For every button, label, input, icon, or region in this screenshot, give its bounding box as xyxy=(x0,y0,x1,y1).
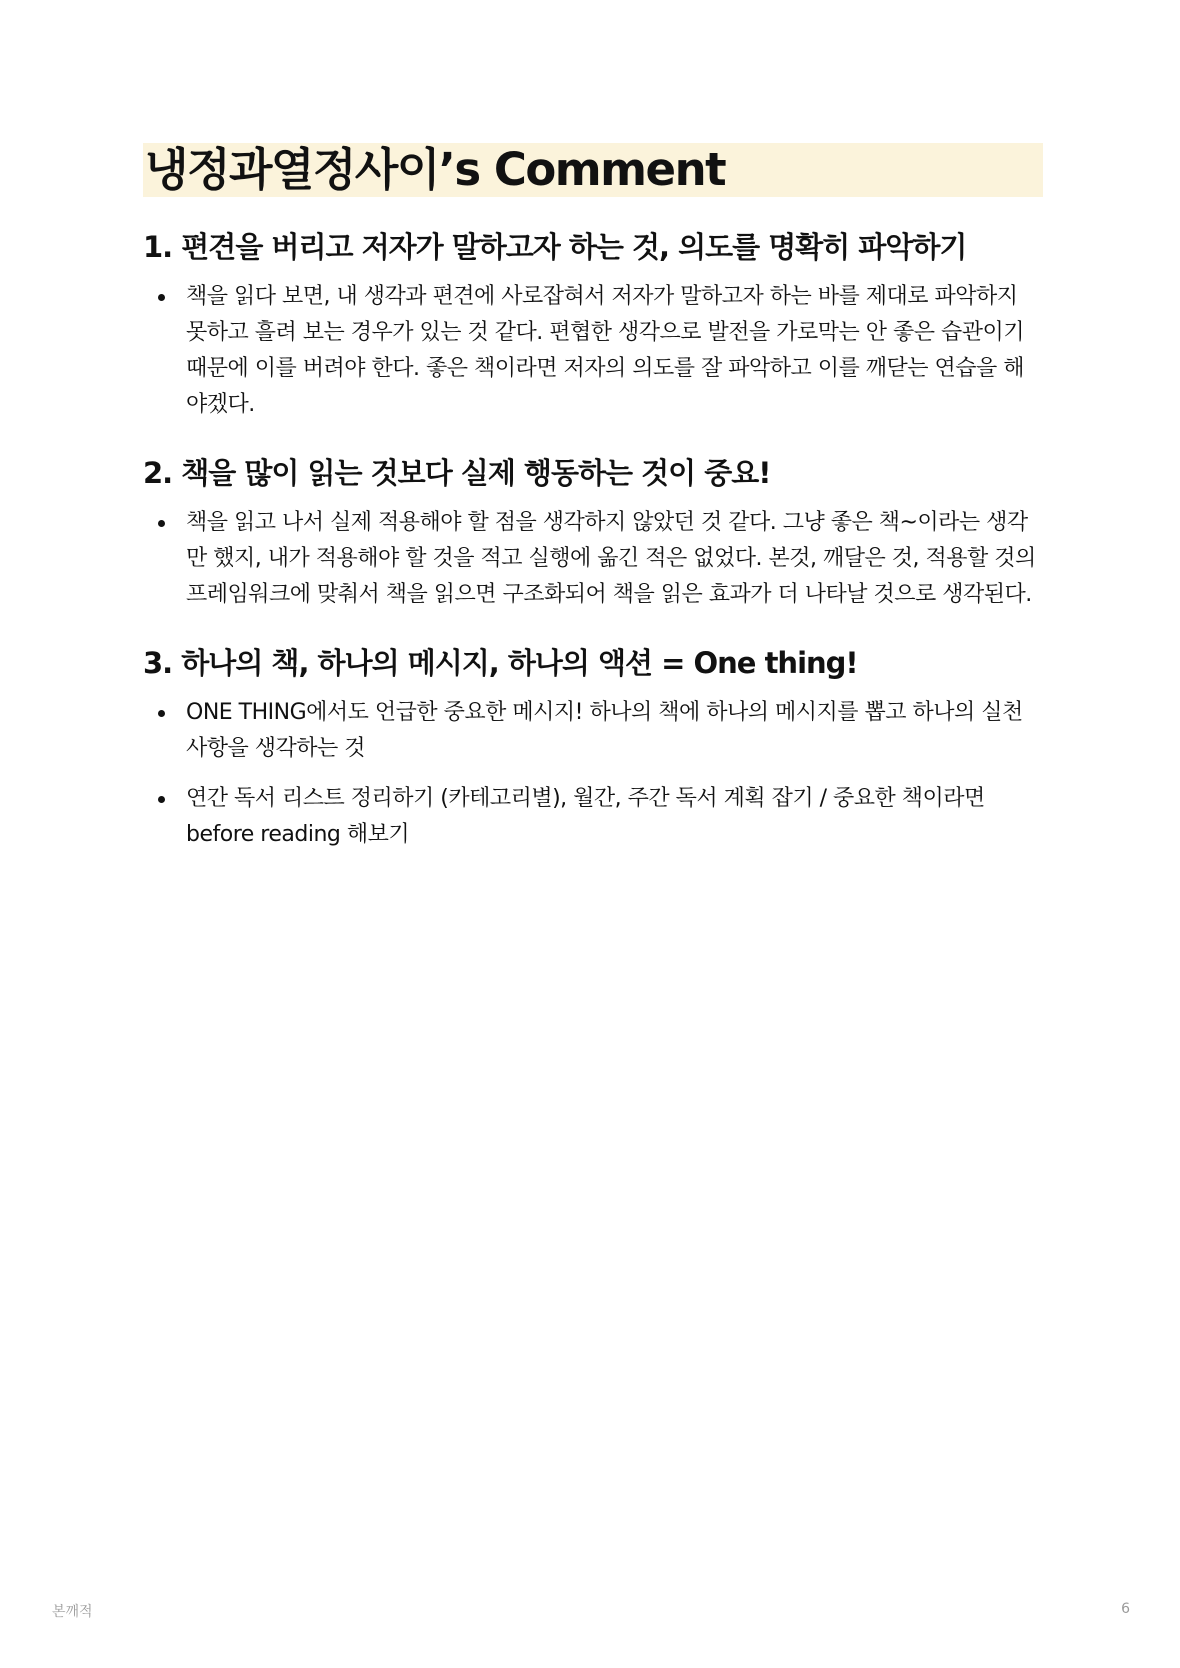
section-heading: 2. 책을 많이 읽는 것보다 실제 행동하는 것이 중요! xyxy=(143,456,771,490)
list-item xyxy=(143,781,1043,853)
section-heading: 3. 하나의 책, 하나의 메시지, 하나의 액션 = One thing! xyxy=(143,646,858,680)
list-item xyxy=(143,695,1043,767)
list-item xyxy=(143,279,1043,423)
bullet-icon xyxy=(158,796,165,803)
section-heading: 1. 편견을 버리고 저자가 말하고자 하는 것, 의도를 명확히 파악하기 xyxy=(143,230,967,264)
footer-label: 본깨적 xyxy=(52,1604,93,1620)
list-item-text: 책을 읽고 나서 실제 적용해야 할 점을 생각하지 않았던 것 같다. 그냥 좋은 책~이라는 생각만 했지, 내가 적용해야 할 것을 적고 실행에 옮긴 적은 없었다. 본것, 깨달은 것, 적용할 것의 프레임워크에 맞춰서 책을 읽으면 구조화되어 책을 읽은 효과가 더 나타날 것으로 생각된다. xyxy=(186,510,1036,607)
bullet-list xyxy=(143,505,1043,613)
page-number: 6 xyxy=(1121,1601,1130,1617)
list-item-text: 책을 읽다 보면, 내 생각과 편견에 사로잡혀서 저자가 말하고자 하는 바를 제대로 파악하지 못하고 흘려 보는 경우가 있는 것 같다. 편협한 생각으로 발전을 가로막는 안 좋은 습관이기 때문에 이를 버려야 한다. 좋은 책이라면 저자의 의도를 잘 파악하고 이를 깨닫는 연습을 해야겠다. xyxy=(186,284,1024,417)
section-1 xyxy=(143,227,1043,423)
section-2 xyxy=(143,453,1043,613)
bullet-list xyxy=(143,695,1043,853)
section-3 xyxy=(143,643,1043,853)
bullet-icon xyxy=(158,294,165,301)
bullet-list xyxy=(143,279,1043,423)
list-item-text: ONE THING에서도 언급한 중요한 메시지! 하나의 책에 하나의 메시지를 뽑고 하나의 실천사항을 생각하는 것 xyxy=(186,700,1023,761)
list-item-text: 연간 독서 리스트 정리하기 (카테고리별), 월간, 주간 독서 계획 잡기 / 중요한 책이라면 before reading 해보기 xyxy=(186,786,985,847)
document-page xyxy=(143,143,1043,867)
page-title: 냉정과열정사이’s Comment xyxy=(143,143,1043,197)
list-item xyxy=(143,505,1043,613)
bullet-icon xyxy=(158,520,165,527)
bullet-icon xyxy=(158,710,165,717)
